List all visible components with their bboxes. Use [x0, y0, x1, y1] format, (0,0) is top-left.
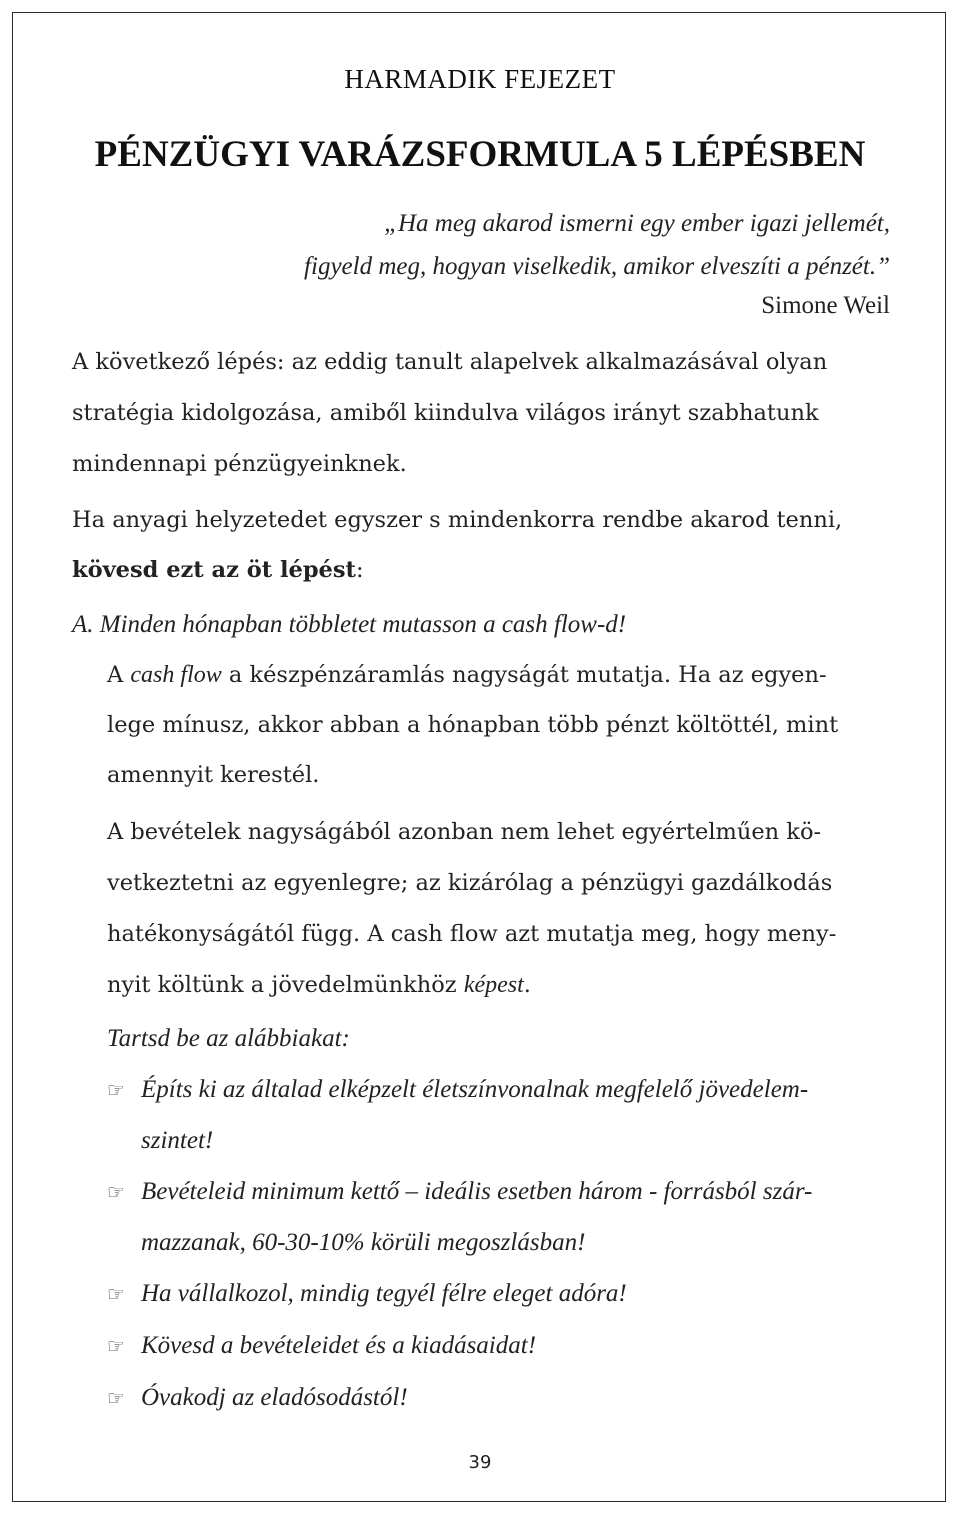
tip-1-text: Építs ki az általad elképzelt életszínvonalnak megfelelő jövedelem- [141, 1076, 809, 1103]
lead-emphasis: kövesd ezt az öt lépést [72, 557, 356, 583]
chapter-heading: HARMADIK FEJEZET [344, 64, 616, 94]
lead-colon: : [355, 557, 364, 583]
intro-line-3: mindennapi pénzügyeinknek. [72, 451, 407, 477]
tip-3-text: Ha vállalkozol, mindig tegyél félre eleget adóra! [141, 1280, 627, 1307]
lead-line-1: Ha anyagi helyzetedet egyszer s mindenkorra rendbe akarod tenni, [72, 507, 843, 533]
tip-1-line-2: szintet! [141, 1127, 214, 1154]
step-a-p1-line-1 [107, 662, 827, 689]
pointing-hand-icon: ☞ [107, 1386, 125, 1410]
tip-1-line-1 [107, 1076, 808, 1104]
p2-text-b: . [523, 972, 531, 998]
step-a-heading: A. Minden hónapban többletet mutasson a cash flow-d! [72, 611, 627, 638]
cash-flow-term: cash flow [130, 662, 222, 688]
epigraph-author: Simone Weil [761, 292, 890, 319]
epigraph-line-2: figyeld meg, hogyan viselkedik, amikor elveszíti a pénzét.” [304, 253, 890, 280]
pointing-hand-icon: ☞ [107, 1334, 125, 1358]
tip-2-line-1 [107, 1178, 812, 1206]
step-a-p2-line-4 [107, 972, 531, 999]
tips-heading: Tartsd be az alábbiakat: [107, 1025, 350, 1052]
intro-line-1: A következő lépés: az eddig tanult alapelvek alkalmazásával olyan [72, 349, 828, 375]
step-a-p2-line-3: hatékonyságától függ. A cash flow azt mutatja meg, hogy meny- [107, 921, 837, 947]
page-title: PÉNZÜGYI VARÁZSFORMULA 5 LÉPÉSBEN [94, 134, 866, 175]
p2-text-a: nyit költünk a jövedelmünkhöz [107, 972, 464, 998]
tip-2-line-2: mazzanak, 60-30-10% körüli megoszlásban! [141, 1229, 586, 1256]
tip-5 [107, 1384, 408, 1412]
intro-line-2: stratégia kidolgozása, amiből kiindulva világos irányt szabhatunk [72, 400, 819, 426]
tip-4-text: Kövesd a bevételeidet és a kiadásaidat! [141, 1332, 537, 1359]
page-number: 39 [468, 1452, 492, 1473]
tip-3 [107, 1280, 627, 1308]
step-a-p1-line-2: lege mínusz, akkor abban a hónapban több pénzt költöttél, mint [107, 712, 839, 738]
pointing-hand-icon: ☞ [107, 1078, 125, 1102]
p1-text-b: a készpénzáramlás nagyságát mutatja. Ha az egyen- [221, 662, 827, 688]
epigraph-line-1: „Ha meg akarod ismerni egy ember igazi jellemét, [384, 210, 890, 237]
pointing-hand-icon: ☞ [107, 1282, 125, 1306]
step-a-p2-line-1: A bevételek nagyságából azonban nem lehet egyértelműen kö- [107, 819, 822, 845]
tip-5-text: Óvakodj az eladósodástól! [141, 1384, 408, 1411]
p1-text-a: A [107, 662, 131, 688]
step-a-p1-line-3: amennyit kerestél. [107, 762, 320, 788]
step-a-p2-line-2: vetkeztetni az egyenlegre; az kizárólag a pénzügyi gazdálkodás [107, 870, 833, 896]
kepest-term: képest [463, 972, 524, 998]
pointing-hand-icon: ☞ [107, 1180, 125, 1204]
tip-2-text: Bevételeid minimum kettő – ideális esetben három - forrásból szár- [141, 1178, 813, 1205]
tip-4 [107, 1332, 536, 1360]
lead-line-2 [72, 557, 364, 583]
